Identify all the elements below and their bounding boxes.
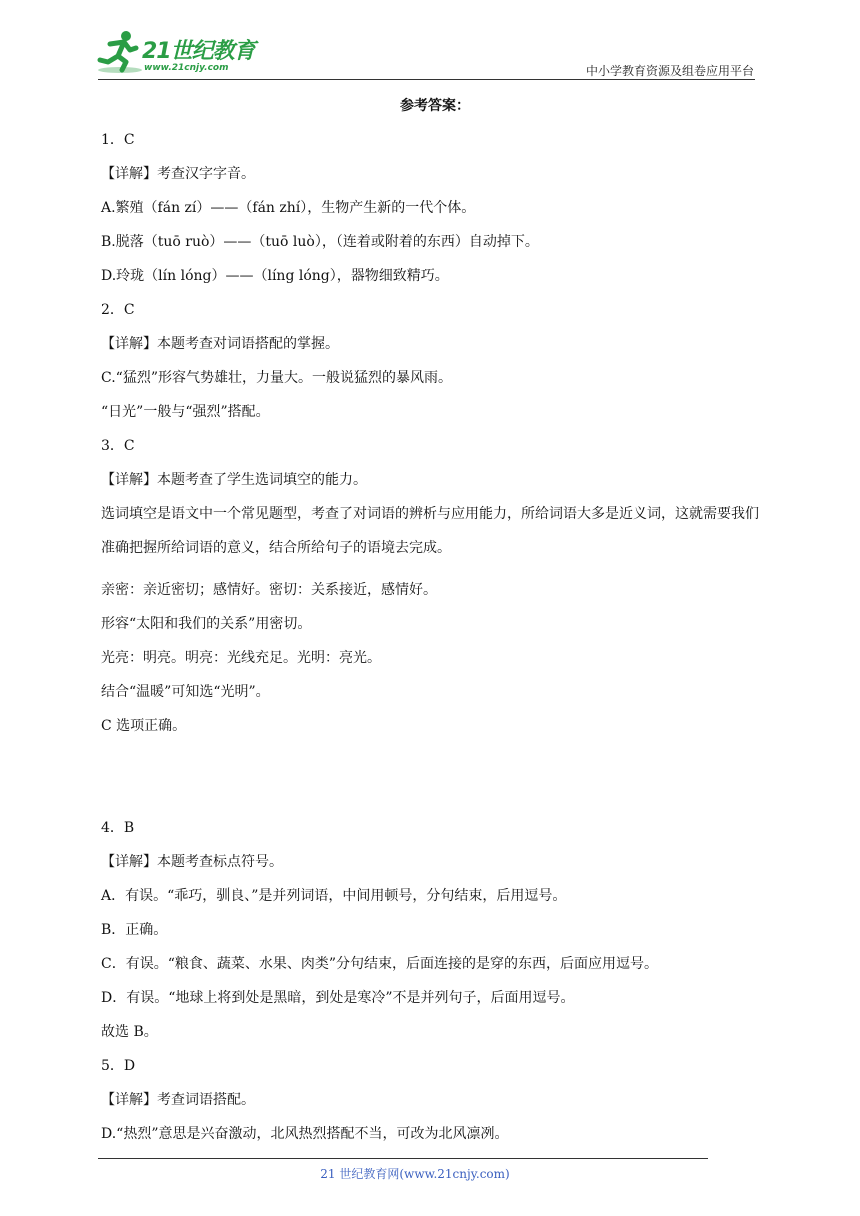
site-logo[interactable] [96, 30, 266, 80]
explanation-line: D.“热烈”意思是兴奋激动，北风热烈搭配不当，可改为北风凛冽。 [101, 1126, 509, 1142]
explanation-line: 形容“太阳和我们的关系”用密切。 [101, 616, 312, 632]
explanation-line: 【详解】本题考查标点符号。 [101, 854, 283, 870]
explanation-line: 故选 B。 [101, 1024, 158, 1040]
explanation-line: D．有误。“地球上将到处是黑暗，到处是寒冷”不是并列句子，后面用逗号。 [101, 990, 575, 1006]
explanation-line: 结合“温暖”可知选“光明”。 [101, 684, 270, 700]
explanation-line: 光亮：明亮。明亮：光线充足。光明：亮光。 [101, 650, 381, 666]
explanation-line: B．正确。 [101, 922, 168, 938]
footer-link[interactable]: 21 世纪教育网(www.21cnjy.com) [320, 1167, 510, 1181]
explanation-line: C．有误。“粮食、蔬菜、水果、肉类”分句结束，后面连接的是穿的东西，后面应用逗号。 [101, 956, 659, 972]
page-title: 参考答案： [400, 98, 470, 114]
explanation-line: 【详解】考查词语搭配。 [101, 1092, 255, 1108]
answer-number: 2．C [101, 302, 135, 318]
footer-divider [98, 1158, 708, 1159]
explanation-line: 亲密：亲近密切；感情好。密切：关系接近，感情好。 [101, 582, 437, 598]
page-header [0, 0, 860, 80]
explanation-line: D.玲珑（lín lóng）——（líng lóng），器物细致精巧。 [101, 268, 449, 284]
blank-gap [101, 751, 769, 819]
explanation-line: C.“猛烈”形容气势雄壮，力量大。一般说猛烈的暴风雨。 [101, 370, 452, 386]
header-divider [98, 79, 755, 80]
explanation-line: “日光”一般与“强烈”搭配。 [101, 404, 270, 420]
header-platform-label: 中小学教育资源及组卷应用平台 [585, 64, 754, 78]
explanation-paragraph: 选词填空是语文中一个常见题型，考查了对词语的辨析与应用能力，所给词语大多是近义词，这就需要我们准确把握所给词语的意义，结合所给句子的语境去完成。 [101, 506, 759, 556]
answer-number: 4．B [101, 820, 135, 836]
logo-text: 21世纪教育 [142, 39, 255, 64]
explanation-line: B.脱落（tuō ruò）——（tuō luò），（连着或附着的东西）自动掉下。 [101, 234, 539, 250]
explanation-line: 【详解】本题考查对词语搭配的掌握。 [101, 336, 339, 352]
answer-number: 1．C [101, 132, 135, 148]
explanation-line: C 选项正确。 [101, 718, 187, 734]
answer-number: 3．C [101, 438, 135, 454]
running-figure-icon [96, 30, 142, 74]
answer-key-body [101, 97, 769, 1159]
explanation-line: 【详解】本题考查了学生选词填空的能力。 [101, 472, 367, 488]
explanation-line: A．有误。“乖巧，驯良、”是并列词语，中间用顿号，分句结束，后用逗号。 [101, 888, 567, 904]
logo-url: www.21cnjy.com [144, 63, 229, 73]
explanation-line: A.繁殖（fán zí）——（fán zhí），生物产生新的一代个体。 [101, 200, 476, 216]
answer-number: 5．D [101, 1058, 136, 1074]
explanation-line: 【详解】考查汉字字音。 [101, 166, 255, 182]
